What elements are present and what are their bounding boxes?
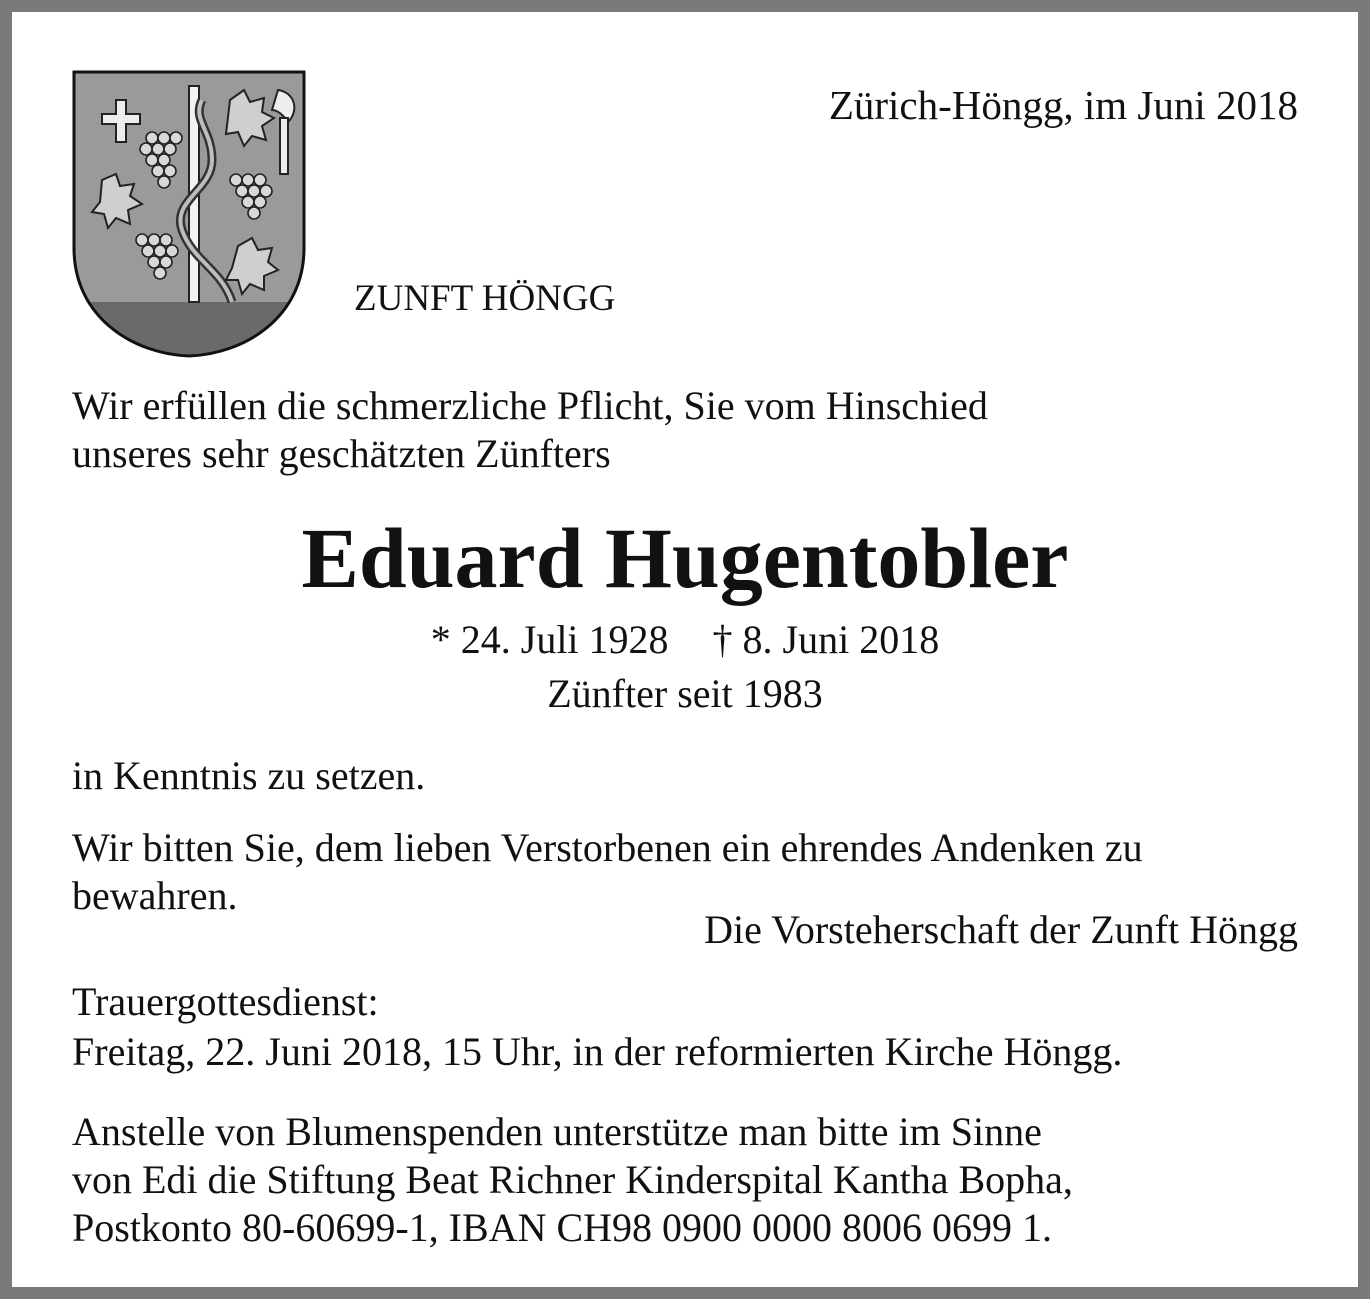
- donation-line: Anstelle von Blumenspenden unterstütze man bitte im Sinne: [72, 1109, 1042, 1154]
- donation-line: von Edi die Stiftung Beat Richner Kinderspital Kantha Bopha,: [72, 1157, 1073, 1202]
- remember-line: Wir bitten Sie, dem lieben Verstorbenen ein ehrendes Andenken zu: [72, 825, 1143, 870]
- deceased-name: Eduard Hugentobler: [301, 510, 1069, 606]
- intro-paragraph: [72, 382, 988, 478]
- place-date: Zürich-Höngg, im Juni 2018: [828, 82, 1298, 128]
- service-label: Trauergottesdienst:: [72, 979, 379, 1024]
- guild-name: ZUNFT HÖNGG: [354, 278, 616, 319]
- intro-line: unseres sehr geschätzten Zünfters: [72, 431, 611, 476]
- obituary-notice: [12, 12, 1358, 1287]
- remember-line: bewahren.: [72, 873, 238, 918]
- birth-date: * 24. Juli 1928: [430, 617, 669, 662]
- donation-paragraph: [72, 1108, 1073, 1252]
- life-dates: [12, 616, 1358, 664]
- member-since: Zünfter seit 1983: [547, 671, 823, 716]
- service-details: Freitag, 22. Juni 2018, 15 Uhr, in der reformierten Kirche Höngg.: [72, 1029, 1123, 1074]
- death-date: † 8. Juni 2018: [712, 617, 940, 662]
- notice-text: in Kenntnis zu setzen.: [72, 753, 426, 798]
- signature: Die Vorsteherschaft der Zunft Höngg: [704, 907, 1298, 952]
- coat-of-arms-icon: [72, 70, 308, 360]
- donation-line: Postkonto 80-60699-1, IBAN CH98 0900 0000 8006 0699 1.: [72, 1205, 1053, 1250]
- intro-line: Wir erfüllen die schmerzliche Pflicht, Sie vom Hinschied: [72, 383, 988, 428]
